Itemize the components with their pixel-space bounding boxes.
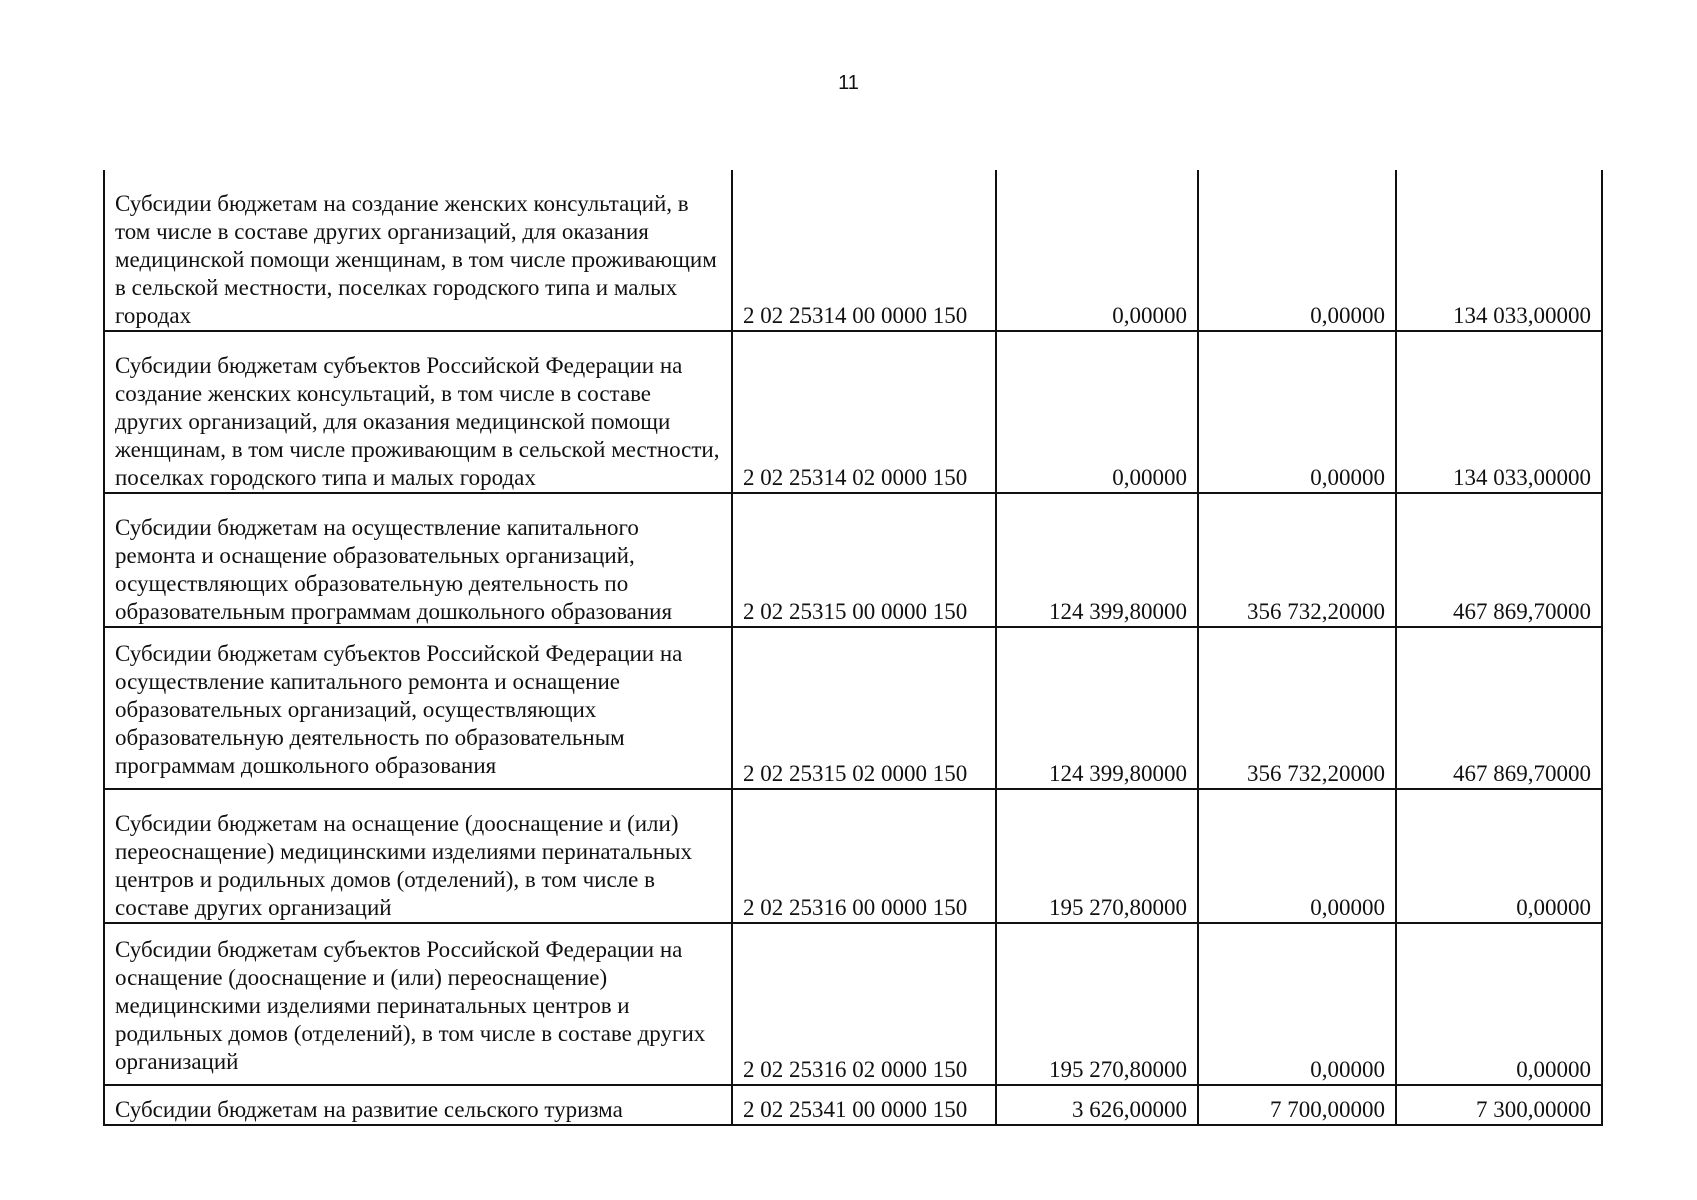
row-value-2: 0,00000 — [1198, 331, 1396, 493]
row-value-1: 195 270,80000 — [996, 923, 1198, 1085]
page-number: 11 — [838, 72, 859, 94]
row-value-1: 195 270,80000 — [996, 789, 1198, 923]
row-description: Субсидии бюджетам на развитие сельского туризма — [104, 1085, 732, 1125]
row-description: Субсидии бюджетам на осуществление капитального ремонта и оснащение образовательных организаций, осуществляющих образовательную деятельность по образовательным программам дошкольного образования — [104, 493, 732, 627]
table-row — [104, 331, 1602, 493]
budget-table — [103, 170, 1603, 1126]
table-row — [104, 627, 1602, 789]
row-value-3: 134 033,00000 — [1396, 331, 1602, 493]
row-description: Субсидии бюджетам субъектов Российской Федерации на осуществление капитального ремонта и оснащение образовательных организаций, осуществляющих образовательную деятельность по образовательным программам дошкольного образования — [104, 627, 732, 789]
row-value-3: 467 869,70000 — [1396, 493, 1602, 627]
row-value-2: 7 700,00000 — [1198, 1085, 1396, 1125]
row-description: Субсидии бюджетам на создание женских консультаций, в том числе в составе других организаций, для оказания медицинской помощи женщинам, в том числе проживающим в сельской местности, поселках городского типа и малых городах — [104, 170, 732, 331]
row-value-2: 0,00000 — [1198, 923, 1396, 1085]
row-code: 2 02 25314 02 0000 150 — [732, 331, 996, 493]
row-value-1: 124 399,80000 — [996, 493, 1198, 627]
row-value-1: 3 626,00000 — [996, 1085, 1198, 1125]
row-value-1: 0,00000 — [996, 331, 1198, 493]
row-value-2: 0,00000 — [1198, 789, 1396, 923]
table-row — [104, 170, 1602, 331]
row-description: Субсидии бюджетам субъектов Российской Федерации на оснащение (дооснащение и (или) переоснащение) медицинскими изделиями перинатальных центров и родильных домов (отделений), в том числе в составе других организаций — [104, 923, 732, 1085]
row-value-1: 0,00000 — [996, 170, 1198, 331]
row-code: 2 02 25314 00 0000 150 — [732, 170, 996, 331]
row-value-2: 0,00000 — [1198, 170, 1396, 331]
row-value-1: 124 399,80000 — [996, 627, 1198, 789]
row-value-3: 0,00000 — [1396, 789, 1602, 923]
row-description: Субсидии бюджетам субъектов Российской Федерации на создание женских консультаций, в том числе в составе других организаций, для оказания медицинской помощи женщинам, в том числе проживающим в сельской местности, поселках городского типа и малых городах — [104, 331, 732, 493]
row-code: 2 02 25341 00 0000 150 — [732, 1085, 996, 1125]
row-value-3: 7 300,00000 — [1396, 1085, 1602, 1125]
row-value-2: 356 732,20000 — [1198, 493, 1396, 627]
row-value-3: 467 869,70000 — [1396, 627, 1602, 789]
row-value-2: 356 732,20000 — [1198, 627, 1396, 789]
row-code: 2 02 25316 00 0000 150 — [732, 789, 996, 923]
row-code: 2 02 25315 00 0000 150 — [732, 493, 996, 627]
table-row — [104, 493, 1602, 627]
row-description: Субсидии бюджетам на оснащение (дооснащение и (или) переоснащение) медицинскими изделиями перинатальных центров и родильных домов (отделений), в том числе в составе других организаций — [104, 789, 732, 923]
row-value-3: 0,00000 — [1396, 923, 1602, 1085]
row-value-3: 134 033,00000 — [1396, 170, 1602, 331]
row-code: 2 02 25316 02 0000 150 — [732, 923, 996, 1085]
row-code: 2 02 25315 02 0000 150 — [732, 627, 996, 789]
table-row — [104, 789, 1602, 923]
table-row — [104, 923, 1602, 1085]
table-row — [104, 1085, 1602, 1125]
